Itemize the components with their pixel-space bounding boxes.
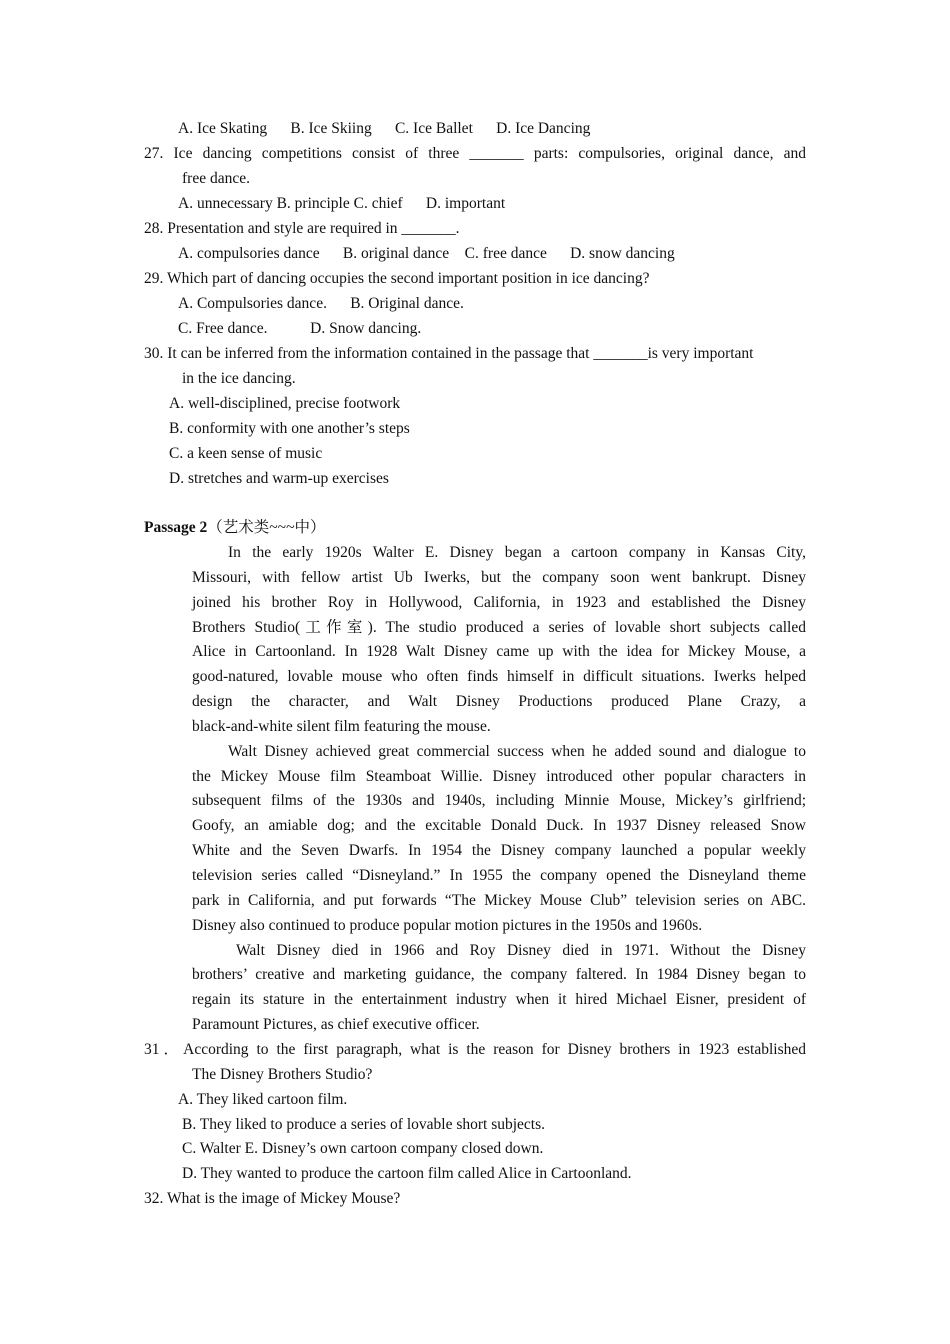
p2-line-1: Walt Disney achieved great commercial success when he added sound and dialogue to bbox=[228, 743, 806, 760]
passage-title: Passage 2 bbox=[144, 519, 208, 536]
q31-option-d: D. They wanted to produce the cartoon film called Alice in Cartoonland. bbox=[182, 1165, 632, 1182]
q27-stem-cont: free dance. bbox=[182, 170, 250, 187]
q27-options: A. unnecessary B. principle C. chief D. important bbox=[178, 195, 506, 212]
q31-option-a: A. They liked cartoon film. bbox=[178, 1091, 348, 1108]
q30-option-b: B. conformity with one another’s steps bbox=[169, 420, 410, 437]
passage-heading bbox=[144, 516, 325, 540]
q32-stem: 32. What is the image of Mickey Mouse? bbox=[144, 1190, 401, 1207]
p2-line-8: Disney also continued to produce popular motion pictures in the 1950s and 1960s. bbox=[192, 917, 703, 934]
p1-line-6: good-natured, lovable mouse who often finds himself in difficult situations. Iwerks helped bbox=[192, 668, 806, 685]
p2-line-6: television series called “Disneyland.” In 1955 the company opened the Disneyland theme bbox=[192, 867, 806, 884]
p2-line-2: the Mickey Mouse film Steamboat Willie. Disney introduced other popular characters in bbox=[192, 768, 806, 785]
q26-options: A. Ice Skating B. Ice Skiing C. Ice Ballet D. Ice Dancing bbox=[178, 120, 591, 137]
q31-option-c: C. Walter E. Disney’s own cartoon company closed down. bbox=[182, 1140, 544, 1157]
q30-stem-cont: in the ice dancing. bbox=[182, 370, 296, 387]
p1-line-1: In the early 1920s Walter E. Disney began a cartoon company in Kansas City, bbox=[228, 544, 806, 561]
p2-line-4: Goofy, an amiable dog; and the excitable Donald Duck. In 1937 Disney released Snow bbox=[192, 817, 806, 834]
q30-option-d: D. stretches and warm-up exercises bbox=[169, 470, 389, 487]
q30-stem: 30. It can be inferred from the information contained in the passage that _______is very important bbox=[144, 345, 754, 362]
q31-stem-cont: The Disney Brothers Studio? bbox=[192, 1066, 373, 1083]
p3-line-1: Walt Disney died in 1966 and Roy Disney died in 1971. Without the Disney bbox=[236, 942, 806, 959]
q31-option-b: B. They liked to produce a series of lovable short subjects. bbox=[182, 1116, 546, 1133]
q30-option-c: C. a keen sense of music bbox=[169, 445, 323, 462]
p2-line-5: White and the Seven Dwarfs. In 1954 the Disney company launched a popular weekly bbox=[192, 842, 806, 859]
p3-line-3: regain its stature in the entertainment industry when it hired Michael Eisner, president of bbox=[192, 991, 806, 1008]
q29-options-row2: C. Free dance. D. Snow dancing. bbox=[178, 320, 422, 337]
p1-line-4: Brothers Studio(工作室). The studio produced a series of lovable short subjects called bbox=[192, 619, 806, 636]
p2-line-3: subsequent films of the 1930s and 1940s, including Minnie Mouse, Mickey’s girlfriend; bbox=[192, 792, 806, 809]
p1-line-7: design the character, and Walt Disney Productions produced Plane Crazy, a bbox=[192, 693, 806, 710]
q28-options: A. compulsories dance B. original dance C. free dance D. snow dancing bbox=[178, 245, 675, 262]
q29-options-row1: A. Compulsories dance. B. Original dance. bbox=[178, 295, 464, 312]
q27-stem: 27. Ice dancing competitions consist of three _______ parts: compulsories, original dance, and bbox=[144, 145, 806, 162]
p1-line-5: Alice in Cartoonland. In 1928 Walt Disney came up with the idea for Mickey Mouse, a bbox=[192, 643, 806, 660]
p1-line-2: Missouri, with fellow artist Ub Iwerks, but the company soon went bankrupt. Disney bbox=[192, 569, 806, 586]
p3-line-2: brothers’ creative and marketing guidance, the company faltered. In 1984 Disney began to bbox=[192, 966, 806, 983]
q31-stem: 31．According to the first paragraph, what is the reason for Disney brothers in 1923 established bbox=[144, 1041, 806, 1058]
p1-line-3: joined his brother Roy in Hollywood, California, in 1923 and established the Disney bbox=[192, 594, 806, 611]
q29-stem: 29. Which part of dancing occupies the second important position in ice dancing? bbox=[144, 270, 650, 287]
q28-stem: 28. Presentation and style are required in _______. bbox=[144, 220, 460, 237]
p3-line-4: Paramount Pictures, as chief executive officer. bbox=[192, 1016, 480, 1033]
p2-line-7: park in California, and put forwards “The Mickey Mouse Club” television series on ABC. bbox=[192, 892, 806, 909]
passage-category-tag: （艺术类~~~中） bbox=[207, 519, 326, 536]
q30-option-a: A. well-disciplined, precise footwork bbox=[169, 395, 401, 412]
p1-line-8: black-and-white silent film featuring the mouse. bbox=[192, 718, 491, 735]
